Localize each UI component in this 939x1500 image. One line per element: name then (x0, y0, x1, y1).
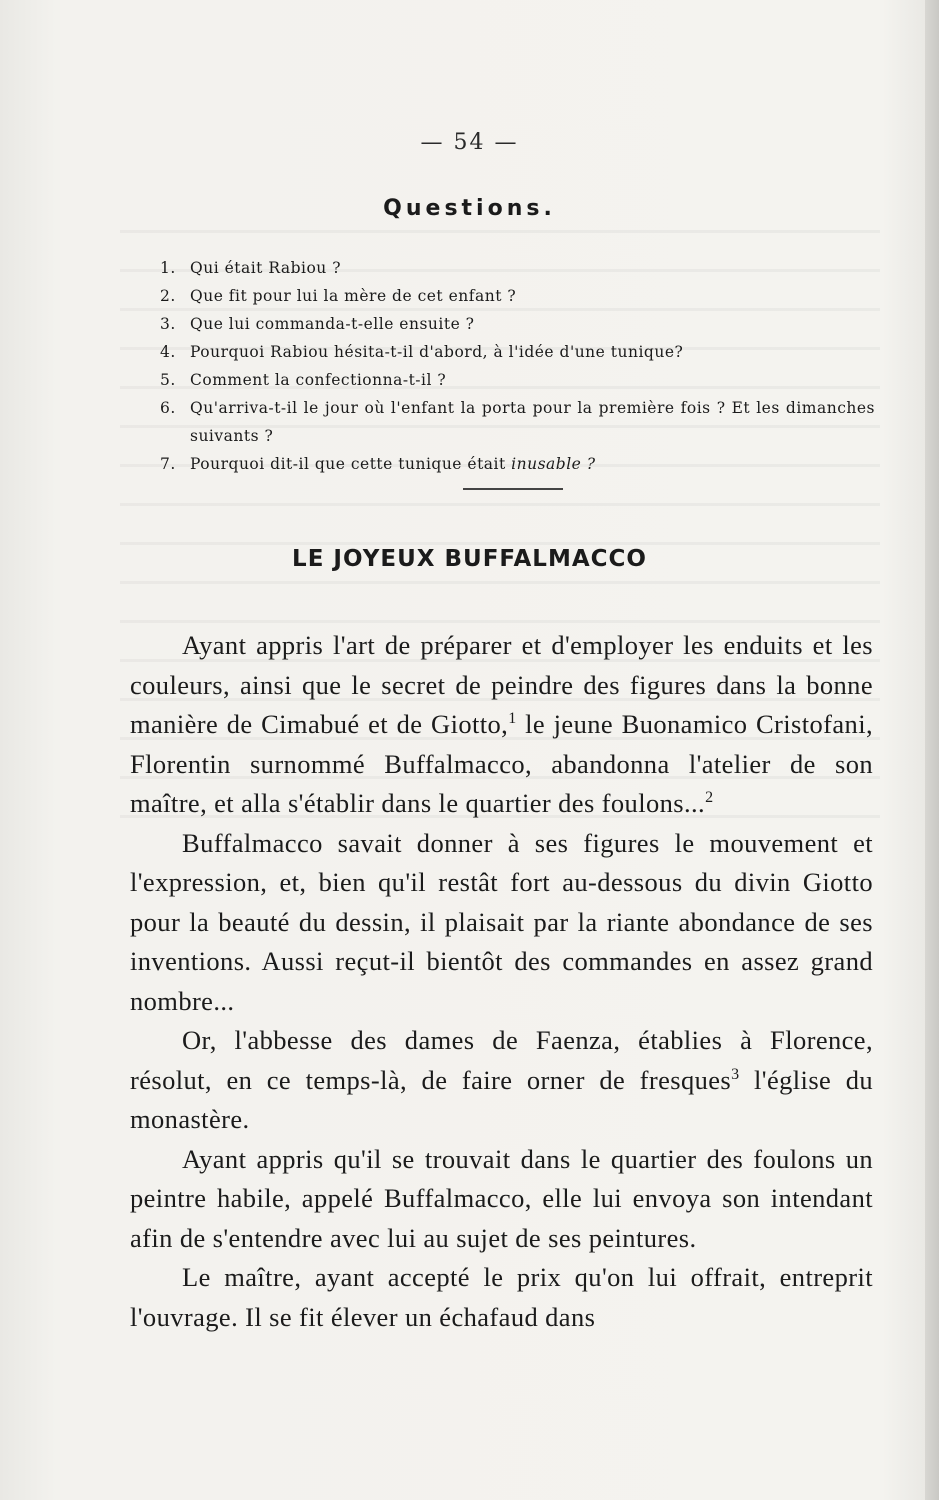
question-item (160, 254, 875, 282)
section-divider (463, 488, 563, 490)
question-text: Pourquoi Rabiou hésita-t-il d'abord, à l'idée d'une tunique? (190, 343, 684, 361)
paragraph: Ayant appris qu'il se trouvait dans le quartier des foulons un peintre habile, appelé Buffalmacco, elle lui envoya son intendant afin de s'entendre avec lui au sujet de ses peintures. (130, 1143, 873, 1253)
page-edge (925, 0, 939, 1500)
question-text (190, 450, 875, 478)
paragraph: Buffalmacco savait donner à ses figures le mouvement et l'expression, et, bien qu'il restât fort au-dessous du divin Giotto pour la beauté du dessin, il plaisait par la riante abondance de ses inventions. Aussi reçut-il bientôt des commandes en assez grand nombre... (130, 827, 873, 1016)
question-text: Qu'arriva-t-il le jour où l'enfant la porta pour la première fois ? Et les dimanches suivants ? (190, 399, 875, 445)
paragraph-text: Or, l'abbesse des dames de Faenza, établies à Florence, résolut, en ce temps-là, de faire orner de fresques (130, 1025, 873, 1095)
paragraph-text: le jeune Buonamico Cristofani, Florentin surnommé Buffalmacco, abandonna l'atelier de son maître, et alla s'établir dans le quartier des foulons... (130, 709, 873, 818)
question-item (160, 366, 875, 394)
question-text: Que fit pour lui la mère de cet enfant ? (190, 287, 517, 305)
question-number: 4. (160, 343, 176, 361)
question-number: 2. (160, 287, 176, 305)
chapter-title: LE JOYEUX BUFFALMACCO (292, 546, 647, 572)
paragraph (130, 626, 873, 824)
question-number: 5. (160, 371, 176, 389)
chapter-body (130, 626, 873, 1337)
paragraph: Le maître, ayant accepté le prix qu'on lui offrait, entreprit l'ouvrage. Il se fit élever un échafaud dans (130, 1262, 873, 1332)
question-text: Comment la confectionna-t-il ? (190, 371, 447, 389)
question-number: 1. (160, 259, 176, 277)
question-text: Que lui commanda-t-elle ensuite ? (190, 315, 475, 333)
footnote-ref: 3 (731, 1065, 740, 1083)
question-item (160, 394, 875, 450)
questions-list (160, 254, 875, 478)
paragraph (130, 1021, 873, 1140)
question-item (160, 282, 875, 310)
question-text-italic: inusable ? (511, 455, 596, 473)
paragraph-text: l'église du monastère. (130, 1064, 873, 1134)
question-text: Qui était Rabiou ? (190, 259, 342, 277)
question-number: 7. (160, 455, 176, 473)
question-item (160, 310, 875, 338)
question-item (160, 450, 875, 478)
page-number: — 54 — (420, 130, 519, 155)
footnote-ref: 1 (508, 710, 517, 727)
questions-heading: Questions. (383, 196, 556, 221)
question-item (160, 338, 875, 366)
question-text-plain: Pourquoi dit-il que cette tunique était (190, 455, 512, 473)
question-number: 3. (160, 315, 176, 333)
question-number: 6. (160, 399, 176, 417)
footnote-ref: 2 (705, 789, 714, 806)
paragraph-text: Ayant appris l'art de préparer et d'employer les enduits et les couleurs, ainsi que le secret de peindre des figures dans la bonne manière de Cimabué et de Giotto, (130, 630, 873, 739)
